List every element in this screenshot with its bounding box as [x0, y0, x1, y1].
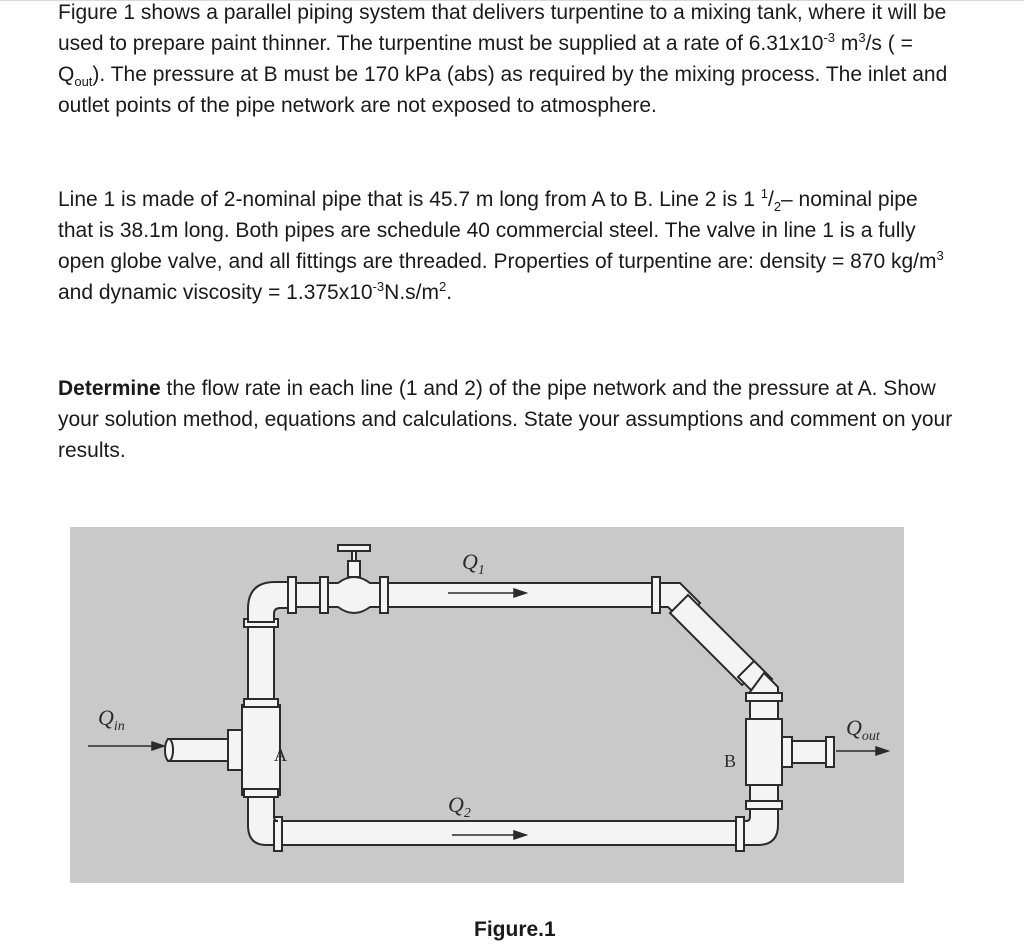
coupling — [736, 817, 744, 851]
q2-label: $Q_2$ — [448, 792, 471, 821]
fraction — [760, 186, 782, 215]
bold-keyword: Determine — [58, 377, 161, 400]
coupling — [746, 801, 782, 809]
coupling — [652, 577, 660, 613]
q1-label: $Q_1$ — [462, 549, 485, 578]
pipe-diagram — [70, 527, 904, 883]
qout-arrow-head — [876, 747, 888, 755]
fraction-slash: / — [767, 188, 774, 211]
exponent: 3 — [936, 248, 944, 263]
problem-paragraph-2 — [58, 184, 958, 308]
pipework — [165, 545, 834, 851]
qout-label: $Q_{out}$ — [846, 715, 880, 744]
text-run: ). The pressure at B must be 170 kPa (abs) as required by the mixing process. The inlet and outlet points of the pipe network are not exposed to atmosphere. — [58, 63, 948, 117]
globe-valve-body — [328, 577, 380, 613]
text-run: Line 1 is made of 2-nominal pipe that is 45.7 m long from A to B. Line 2 is 1 — [58, 188, 761, 211]
point-b-label: B — [724, 751, 737, 771]
coupling — [746, 693, 782, 701]
inlet-opening — [165, 739, 173, 761]
qin-label: $Q_{in}$ — [98, 705, 125, 734]
outlet-coupling — [826, 737, 834, 767]
problem-paragraph-1 — [58, 0, 958, 121]
valve-handwheel — [338, 545, 370, 551]
exponent: 3 — [858, 30, 866, 45]
text-run: the flow rate in each line (1 and 2) of the pipe network and the pressure at A. Show your solution method, equations and calculations. State your assumptions and comment on your results. — [58, 377, 953, 462]
exponent: -3 — [372, 279, 385, 294]
text-run: and dynamic viscosity = 1.375x10 — [58, 281, 373, 304]
tee-flange-b — [782, 737, 792, 767]
figure-caption: Figure.1 — [474, 918, 556, 941]
text-run: – nominal pipe that is 38.1m long. Both pipes are schedule 40 commercial steel. The valve in line 1 is a fully open globe valve, and all fittings are threaded. Properties of turpentine are: density = 870 kg/m — [58, 188, 937, 273]
fraction-denominator: 2 — [773, 199, 782, 215]
coupling — [380, 577, 388, 613]
problem-paragraph-3 — [58, 373, 958, 466]
riser-coupling — [244, 699, 278, 707]
text-run: Figure 1 shows a parallel piping system that delivers turpentine to a mixing tank, where it will be used to prepare paint thinner. The turpentine must be supplied at a rate of 6.31x10 — [58, 1, 947, 55]
text-run: N.s/m — [384, 281, 439, 304]
coupling — [274, 817, 282, 851]
subscript: out — [74, 74, 93, 90]
point-a-label: A — [274, 745, 287, 765]
upper-left-elbow — [248, 582, 292, 622]
pipe-network-figure — [70, 527, 904, 883]
exponent: 2 — [438, 279, 447, 294]
text-run: . — [446, 281, 453, 304]
coupling — [244, 789, 278, 797]
line-2-pipe — [280, 821, 736, 845]
coupling — [288, 577, 296, 613]
tee-b — [746, 719, 782, 785]
qin-arrow-head — [152, 742, 164, 750]
lower-right-elbow — [742, 809, 778, 845]
outlet-pipe — [792, 741, 830, 763]
text-run: /s ( = Q — [58, 32, 913, 86]
exponent: -3 — [823, 30, 836, 45]
tee-flange-a — [228, 730, 242, 770]
left-riser — [248, 622, 274, 707]
text-run: m — [835, 32, 859, 55]
coupling — [320, 577, 328, 613]
lower-left-elbow — [248, 795, 278, 845]
fraction-numerator: 1 — [760, 186, 768, 201]
valve-bonnet — [348, 561, 360, 577]
